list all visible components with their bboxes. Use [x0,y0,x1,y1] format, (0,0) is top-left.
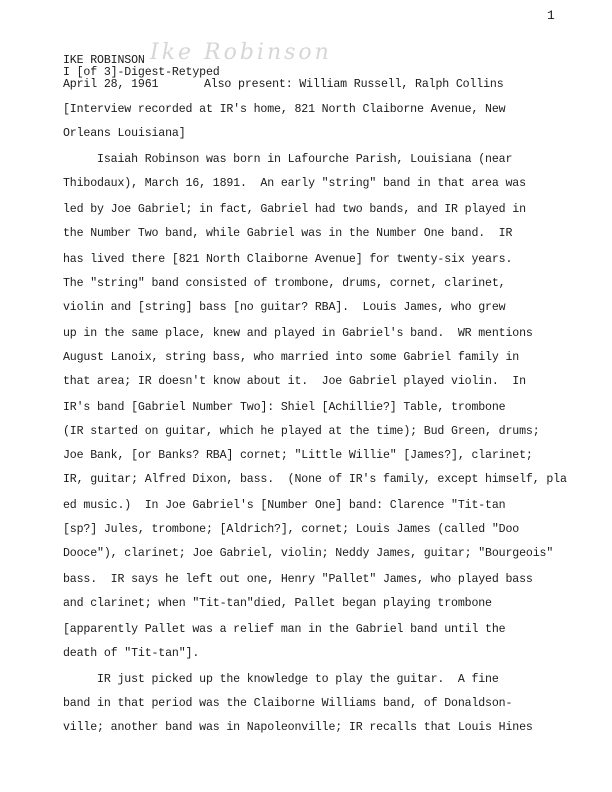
transcript-line: band in that period was the Claiborne Williams band, of Donaldson- [63,697,513,710]
transcript-line: [sp?] Jules, trombone; [Aldrich?], cornet; Louis James (called "Doo [63,523,520,536]
transcript-line: IR just picked up the knowledge to play the guitar. A fine [63,673,499,686]
transcript-line: Orleans Louisiana] [63,127,186,140]
page-number: 1 [547,8,555,23]
transcript-line: has lived there [821 North Claiborne Avenue] for twenty-six years. [63,253,513,266]
header-reel: I [of 3]-Digest-Retyped [63,66,220,79]
transcript-line: that area; IR doesn't know about it. Joe Gabriel played violin. In [63,375,526,388]
transcript-line: violin and [string] bass [no guitar? RBA]. Louis James, who grew [63,301,506,314]
transcript-line: death of "Tit-tan"]. [63,647,200,660]
header-also-present: Also present: William Russell, Ralph Collins [204,78,504,91]
transcript-line: (IR started on guitar, which he played at the time); Bud Green, drums; [63,425,540,438]
transcript-line: Joe Bank, [or Banks? RBA] cornet; "Little Willie" [James?], clarinet; [63,449,533,462]
header-date: April 28, 1961 [63,78,159,91]
transcript-line: led by Joe Gabriel; in fact, Gabriel had two bands, and IR played in [63,203,526,216]
transcript-line: the Number Two band, while Gabriel was in the Number One band. IR [63,227,513,240]
transcript-line: up in the same place, knew and played in Gabriel's band. WR mentions [63,327,533,340]
handwritten-name-stamp: Ike Robinson [150,40,332,65]
transcript-line: ed music.) In Joe Gabriel's [Number One] band: Clarence "Tit-tan [63,499,506,512]
transcript-line: August Lanoix, string bass, who married into some Gabriel family in [63,351,520,364]
transcript-line: ville; another band was in Napoleonville; IR recalls that Louis Hines [63,721,533,734]
transcript-line: [Interview recorded at IR's home, 821 North Claiborne Avenue, New [63,103,506,116]
transcript-line: The "string" band consisted of trombone, drums, cornet, clarinet, [63,277,506,290]
transcript-line: bass. IR says he left out one, Henry "Pallet" James, who played bass [63,573,533,586]
transcript-line: IR's band [Gabriel Number Two]: Shiel [Achillie?] Table, trombone [63,401,506,414]
transcript-line: IR, guitar; Alfred Dixon, bass. (None of IR's family, except himself, pla [63,473,567,486]
header-name: IKE ROBINSON [63,54,145,67]
transcript-line: Thibodaux), March 16, 1891. An early "string" band in that area was [63,177,526,190]
transcript-line: Dooce"), clarinet; Joe Gabriel, violin; Neddy James, guitar; "Bourgeois" [63,547,554,560]
transcript-line: [apparently Pallet was a relief man in the Gabriel band until the [63,623,506,636]
transcript-line: Isaiah Robinson was born in Lafourche Parish, Louisiana (near [63,153,513,166]
transcript-line: and clarinet; when "Tit-tan"died, Pallet began playing trombone [63,597,492,610]
